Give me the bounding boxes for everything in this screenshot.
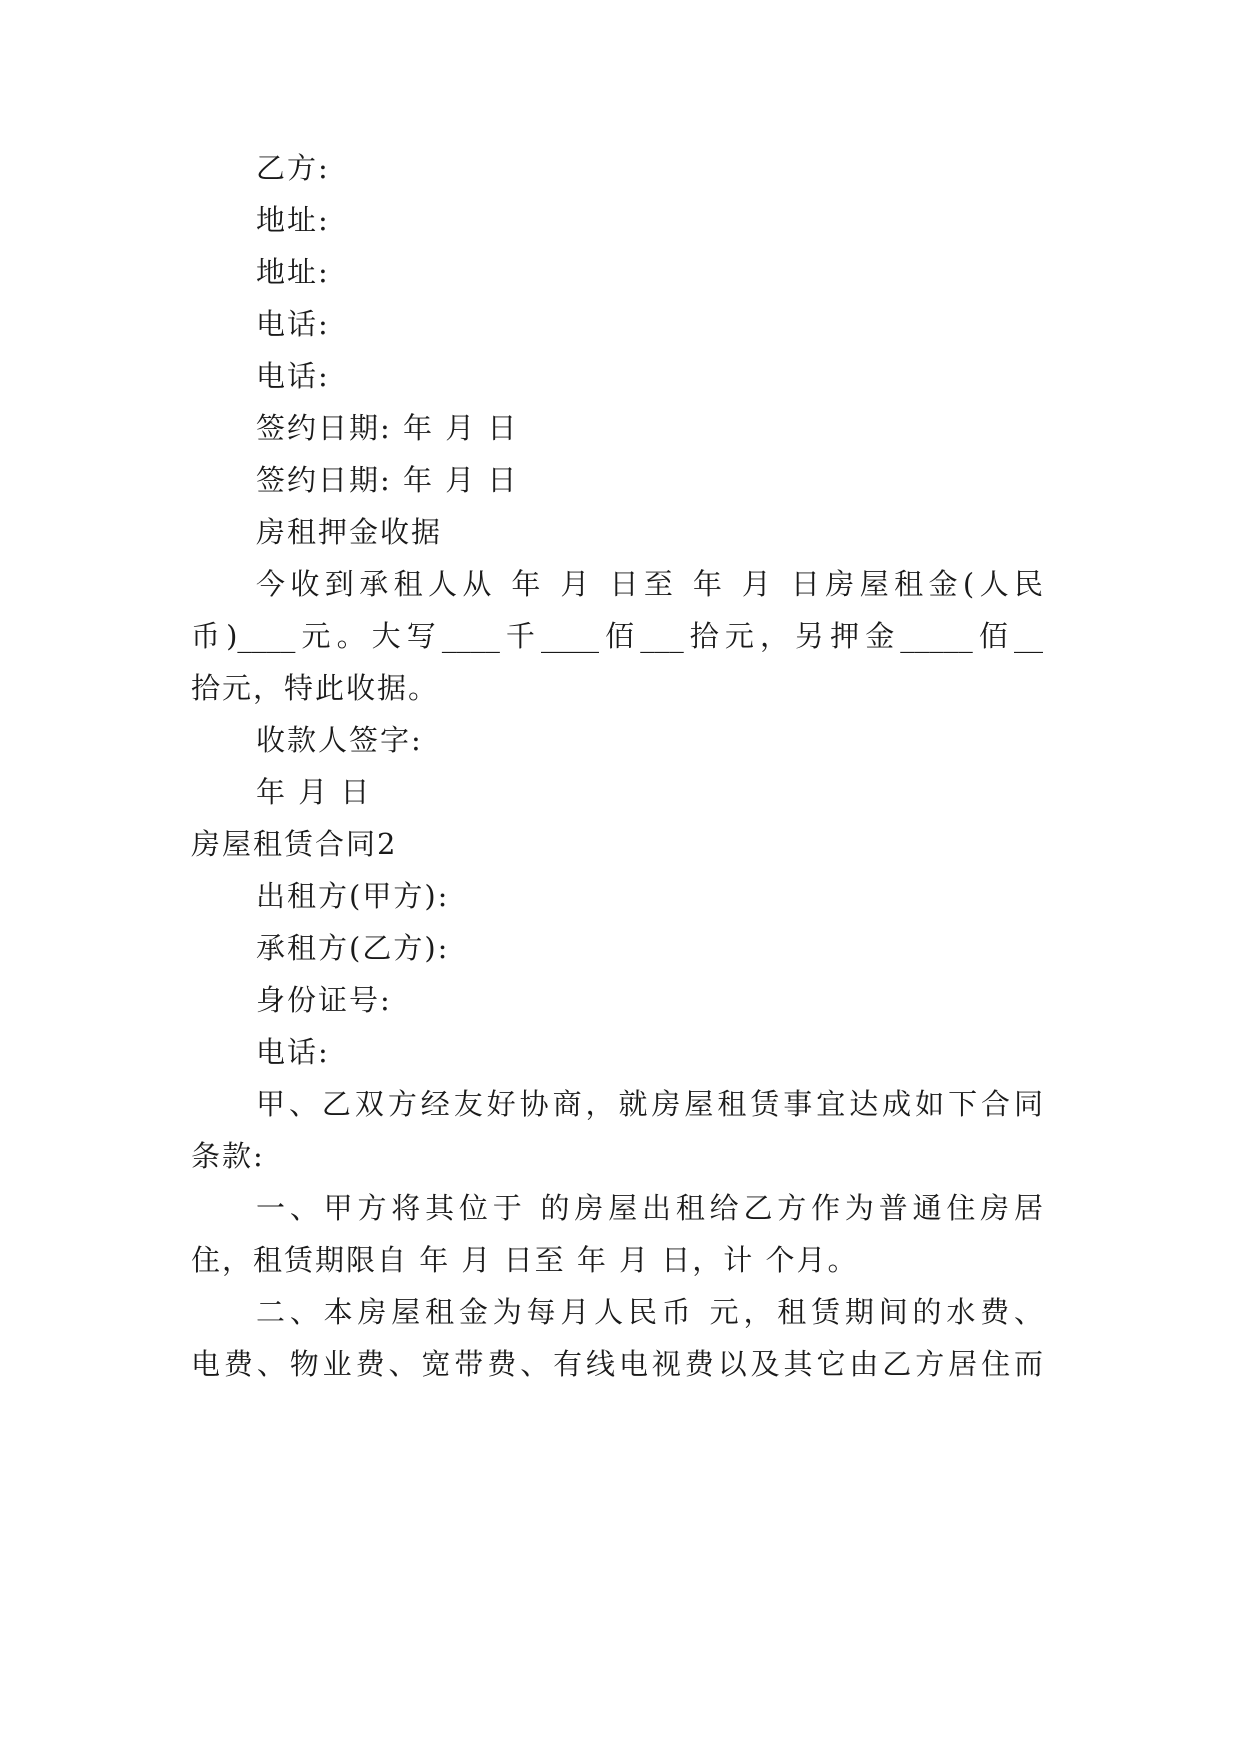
lessee-label: 承租方(乙方):	[256, 931, 450, 965]
clause-1-line: 住，租赁期限自 年 月 日至 年 月 日，计 个月。	[191, 1243, 859, 1277]
address-label: 地址:	[256, 203, 330, 237]
signing-date-line: 签约日期: 年 月 日	[256, 411, 519, 445]
contract-title: 房屋租赁合同2	[191, 827, 398, 861]
party-b-label: 乙方:	[256, 151, 330, 185]
date-line: 年 月 日	[256, 775, 372, 809]
signing-date-line: 签约日期: 年 月 日	[256, 463, 519, 497]
receipt-paragraph-line: 拾元，特此收据。	[191, 671, 440, 705]
phone-label: 电话:	[256, 1035, 330, 1069]
phone-label: 电话:	[256, 359, 330, 393]
phone-label: 电话:	[256, 307, 330, 341]
lessor-label: 出租方(甲方):	[256, 879, 450, 913]
clause-2-line: 二、本房屋租金为每月人民币 元，租赁期间的水费、	[256, 1295, 1043, 1329]
clause-2-line: 电费、物业费、宽带费、有线电视费以及其它由乙方居住而	[191, 1347, 1043, 1381]
contract-paragraph-line: 条款:	[191, 1139, 265, 1173]
payee-signature-label: 收款人签字:	[256, 723, 423, 757]
receipt-paragraph-line: 今收到承租人从 年 月 日至 年 月 日房屋租金(人民	[256, 567, 1043, 601]
address-label: 地址:	[256, 255, 330, 289]
id-number-label: 身份证号:	[256, 983, 392, 1017]
receipt-paragraph-line: 币)____元。大写____千____佰___拾元，另押金_____佰__	[191, 619, 1043, 653]
contract-paragraph-line: 甲、乙双方经友好协商，就房屋租赁事宜达成如下合同	[256, 1087, 1043, 1121]
receipt-title: 房租押金收据	[256, 515, 443, 549]
clause-1-line: 一、甲方将其位于 的房屋出租给乙方作为普通住房居	[256, 1191, 1043, 1225]
